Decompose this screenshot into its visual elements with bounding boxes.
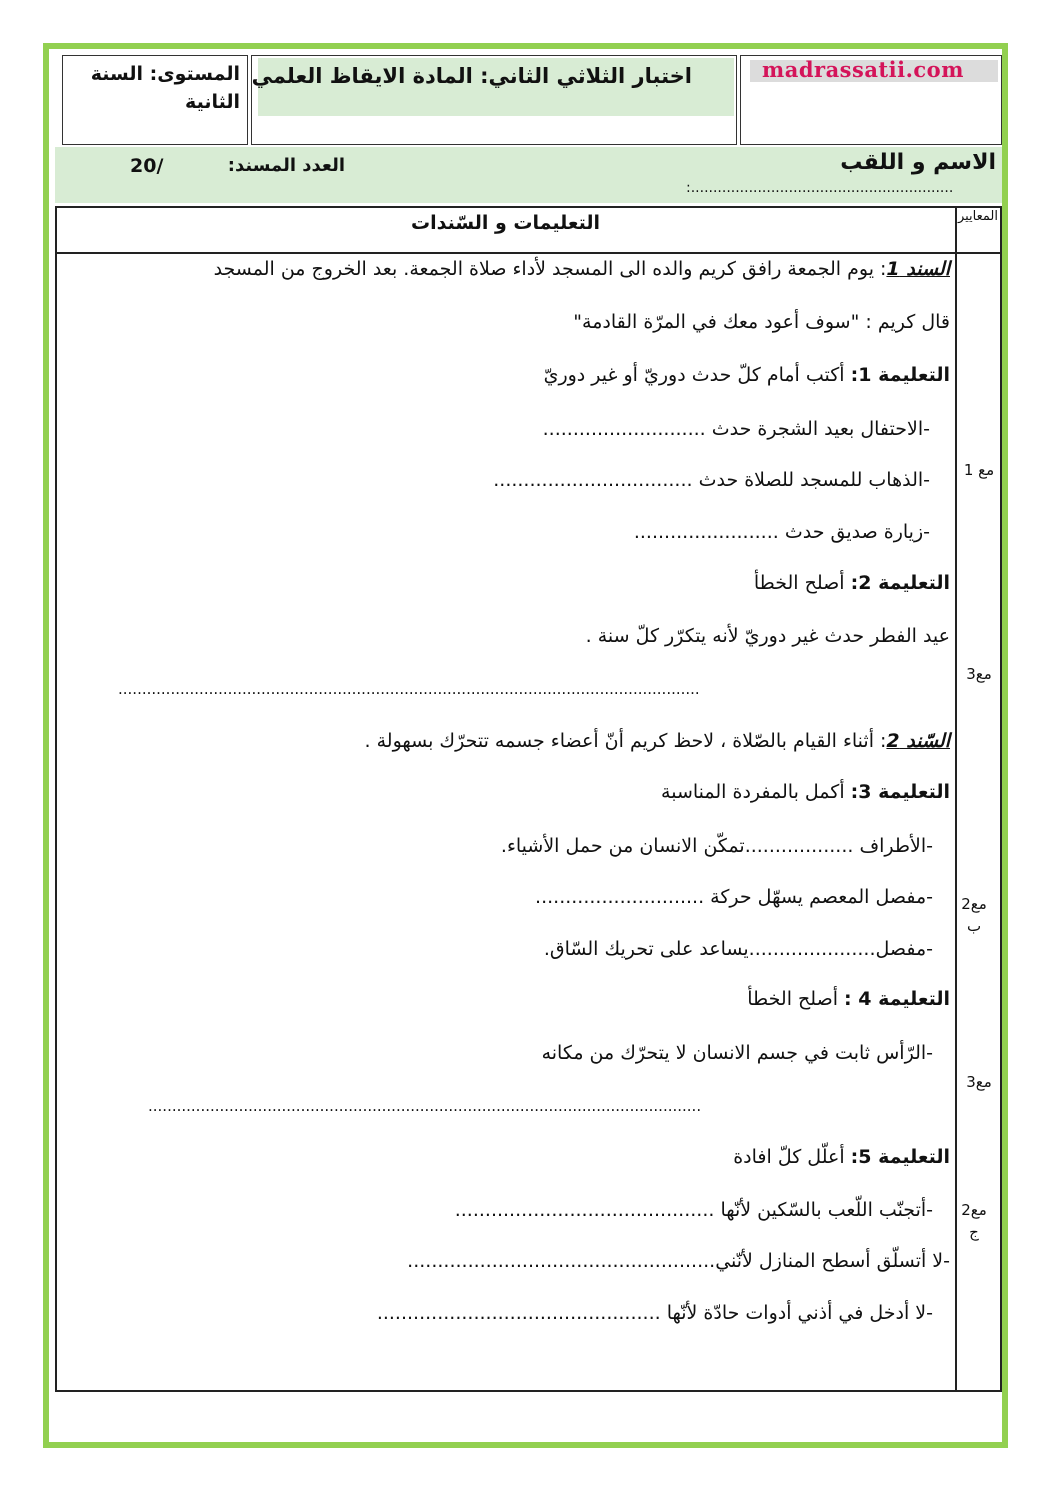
sanad-2-label: السّند 2 [886,730,950,752]
sanad-2-text: : أثناء القيام بالصّلاة ، لاحظ كريم أنّ أعضاء جسمه تتحرّك بسهولة . [364,730,887,752]
name-dots: :........................................................... [686,180,954,196]
question-1-text: أكتب أمام كلّ حدث دوريّ أو غير دوريّ [543,364,851,386]
sanad-1-label: السند 1 [886,258,950,280]
score-label: العدد المسند: [227,155,345,176]
table-left-border [55,206,57,1392]
question-5 [300,1146,950,1168]
question-4-text: أصلح الخطأ [747,988,845,1010]
question-5-label: التعليمة 5: [850,1146,950,1168]
table-bottom-border [55,1390,1002,1392]
level-text: المستوى: السنة الثانية [90,63,240,113]
question-2-label: التعليمة 2: [850,572,950,594]
question-3-text: أكمل بالمفردة المناسبة [661,781,851,803]
question-5-item[interactable]: -لا أتسلّق أسطح المنازل لأنّني................................................... [407,1250,950,1272]
sanad-1-text: : يوم الجمعة رافق كريم والده الى المسجد لأداء صلاة الجمعة. بعد الخروج من المسجد [213,258,887,280]
site-logo-text: madrassatii.com [762,57,964,82]
table-header-border [55,252,1002,254]
question-4-statement: -الرّأس ثابت في جسم الانسان لا يتحرّك من مكانه [541,1042,933,1064]
main-column-header: التعليمات و السّندات [411,212,600,234]
question-1-item[interactable]: -الذهاب للمسجد للصلاة حدث ................................. [493,469,930,491]
question-4-answer-line[interactable]: .................................................................................................................... [148,1097,702,1115]
question-2-statement: عيد الفطر حدث غير دوريّ لأنه يتكرّر كلّ سنة . [585,625,950,647]
table-top-border [55,206,1002,208]
question-2 [300,572,950,594]
question-5-item[interactable]: -أتجنّب اللّعب بالسّكين لأنّها ........................................... [454,1199,933,1221]
question-3 [300,781,950,803]
question-5-item[interactable]: -لا أدخل في أذني أدوات حادّة لأنّها ............................................... [376,1302,933,1324]
site-logo [750,57,998,82]
question-2-answer-line[interactable]: .......................................................................................................................... [118,680,700,698]
question-5-text: أعلّل كلّ افادة [733,1146,851,1168]
criteria-q2: مع3 [966,665,992,683]
criteria-q5: مع2 ج [961,1201,987,1241]
question-2-text: أصلح الخطأ [753,572,851,594]
question-1 [300,364,950,386]
question-3-label: التعليمة 3: [850,781,950,803]
sanad-1 [60,258,950,280]
question-1-item[interactable]: -الاحتفال بعيد الشجرة حدث ........................... [542,418,930,440]
table-right-border [1000,206,1002,1392]
question-1-item[interactable]: -زيارة صديق حدث ........................ [633,521,930,543]
criteria-q4: مع3 [966,1073,992,1091]
question-1-label: التعليمة 1: [850,364,950,386]
criteria-q1: مع 1 [963,461,995,479]
exam-title: اختبار الثلاثي الثاني: المادة الايقاظ العلمي [251,64,692,88]
question-3-item[interactable]: -مفصل المعصم يسهّل حركة ............................ [535,886,933,908]
name-label: الاسم و اللقب [840,150,996,175]
question-4 [300,988,950,1010]
criteria-header: المعايير [957,209,998,224]
question-3-item[interactable]: -الأطراف ..................تمكّن الانسان من حمل الأشياء. [500,835,933,857]
sanad-1-text2: قال كريم : "سوف أعود معك في المرّة القادمة" [573,311,950,333]
sanad-2 [200,730,950,752]
question-4-label: التعليمة 4 : [844,988,950,1010]
criteria-q3: مع2 ب [961,895,987,935]
question-3-item[interactable]: -مفصل.....................يساعد على تحريك السّاق. [543,938,933,960]
score-value: 20/ [130,155,164,177]
